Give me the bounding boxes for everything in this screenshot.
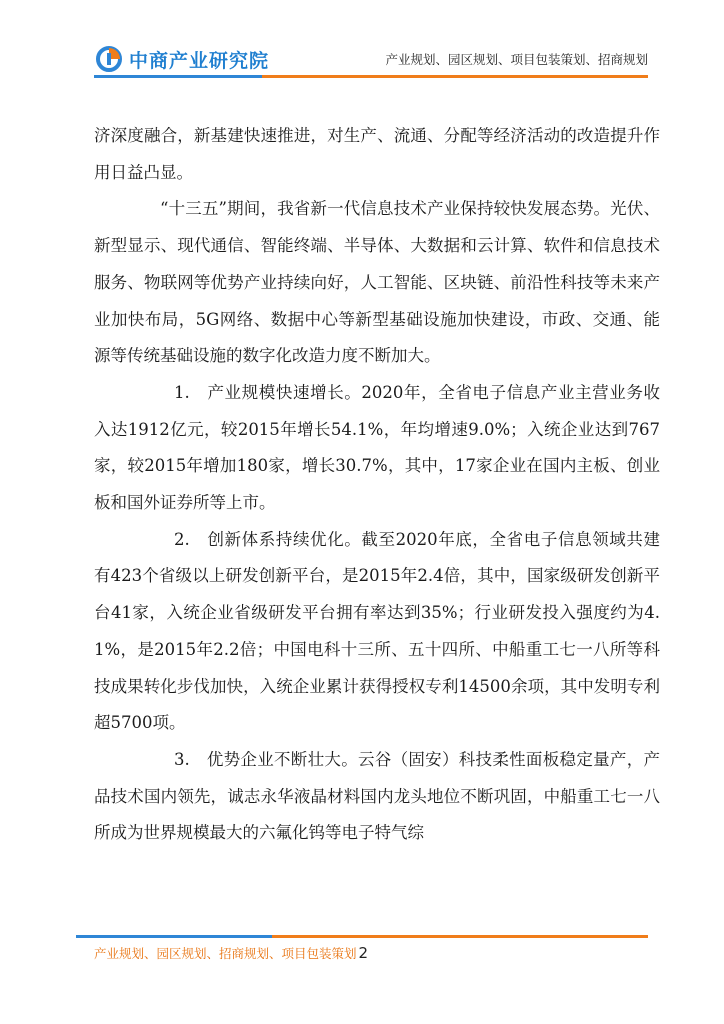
footer-divider-blue [76,935,272,938]
header-slogan: 产业规划、园区规划、项目包装策划、招商规划 [385,52,648,67]
page-footer [94,944,368,962]
header-divider-blue [94,75,262,78]
page-number: 2 [358,944,369,962]
footer-slogan: 产业规划、园区规划、招商规划、项目包装策划 [94,946,357,961]
header-divider-orange [262,75,648,78]
logo [94,44,269,74]
paragraph-2: “十三五”期间，我省新一代信息技术产业保持较快发展态势。光伏、新型显示、现代通信、智能终端、半导体、大数据和云计算、软件和信息技术服务、物联网等优势产业持续向好，人工智能、区块链、前沿性科技等未来产业加快布局，5G网络、数据中心等新型基础设施加快建设，市政、交通、能源等传统基础设施的数字化改造力度不断加大。 [94,199,660,366]
page-header [0,0,724,90]
footer-divider-orange [272,935,648,938]
paragraph-5: 3. 优势企业不断壮大。云谷（固安）科技柔性面板稳定量产，产品技术国内领先，诚志永华液晶材料国内龙头地位不断巩固，中船重工七一八所成为世界规模最大的六氟化钨等电子特气综 [94,749,660,843]
paragraph-1: 济深度融合，新基建快速推进，对生产、流通、分配等经济活动的改造提升作用日益凸显。 [94,126,660,182]
logo-text: 中商产业研究院 [129,49,270,72]
paragraph-3: 1. 产业规模快速增长。2020年，全省电子信息产业主营业务收入达1912亿元，较2015年增长54.1%，年均增速9.0%；入统企业达到767家，较2015年增加180家，增长30.7%，其中，17家企业在国内主板、创业板和国外证券所等上市。 [94,382,660,513]
document-body [94,118,660,852]
company-logo-icon [94,44,124,74]
paragraph-4: 2. 创新体系持续优化。截至2020年底，全省电子信息领域共建有423个省级以上研发创新平台，是2015年2.4倍，其中，国家级研发创新平台41家，入统企业省级研发平台拥有率达到35%；行业研发投入强度约为4.1%，是2015年2.2倍；中国电科十三所、五十四所、中船重工七一八所等科技成果转化步伐加快，入统企业累计获得授权专利14500余项，其中发明专利超5700项。 [94,529,660,733]
